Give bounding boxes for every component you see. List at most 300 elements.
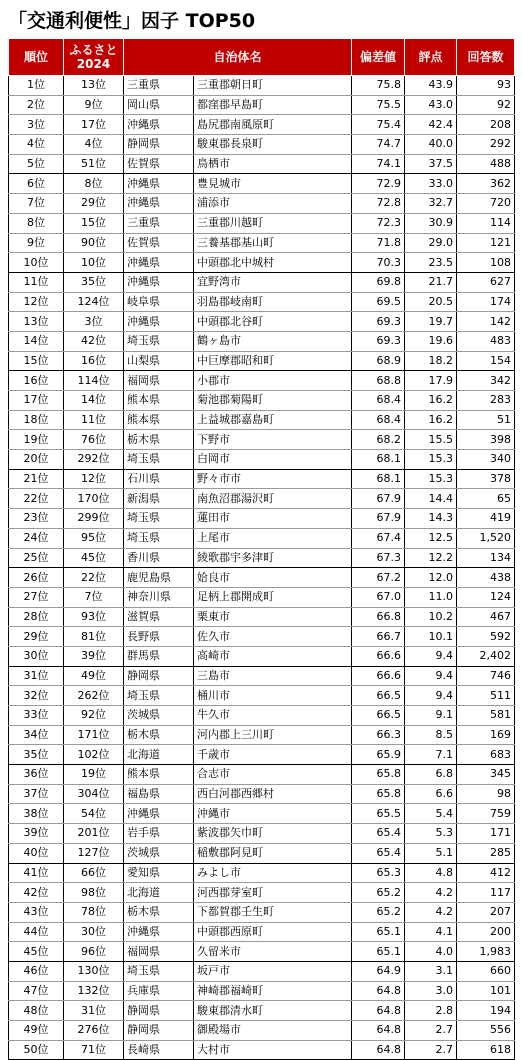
cell-furusato-rank: 114位 [64,371,124,391]
cell-respondents: 114 [457,213,515,233]
cell-furusato-rank: 12位 [64,469,124,489]
table-row [9,391,515,411]
cell-score: 5.3 [405,824,457,844]
cell-rank: 37位 [9,784,64,804]
cell-deviation: 67.2 [352,568,405,588]
cell-respondents: 171 [457,824,515,844]
cell-rank: 4位 [9,135,64,155]
cell-deviation: 66.8 [352,607,405,627]
cell-score: 20.5 [405,292,457,312]
cell-municipality: 紫波郡矢巾町 [194,824,352,844]
cell-respondents: 627 [457,272,515,292]
cell-municipality: 上尾市 [194,528,352,548]
cell-furusato-rank: 201位 [64,824,124,844]
cell-prefecture: 熊本県 [124,410,194,430]
cell-rank: 28位 [9,607,64,627]
cell-municipality: 駿東郡清水町 [194,1001,352,1021]
cell-rank: 39位 [9,824,64,844]
cell-score: 9.4 [405,666,457,686]
cell-score: 15.3 [405,450,457,470]
cell-prefecture: 静岡県 [124,666,194,686]
cell-rank: 47位 [9,981,64,1001]
cell-respondents: 511 [457,686,515,706]
cell-prefecture: 佐賀県 [124,154,194,174]
cell-respondents: 618 [457,1040,515,1060]
table-row [9,213,515,233]
table-row [9,922,515,942]
cell-score: 21.7 [405,272,457,292]
cell-score: 8.5 [405,725,457,745]
cell-prefecture: 栃木県 [124,430,194,450]
cell-municipality: 沖縄市 [194,804,352,824]
table-row [9,745,515,765]
cell-prefecture: 埼玉県 [124,528,194,548]
cell-furusato-rank: 29位 [64,194,124,214]
cell-furusato-rank: 4位 [64,135,124,155]
cell-prefecture: 北海道 [124,745,194,765]
cell-rank: 11位 [9,272,64,292]
table-row [9,587,515,607]
cell-deviation: 65.9 [352,745,405,765]
cell-respondents: 1,520 [457,528,515,548]
cell-furusato-rank: 96位 [64,942,124,962]
ranking-table [8,38,515,1060]
cell-furusato-rank: 170位 [64,489,124,509]
cell-score: 10.2 [405,607,457,627]
cell-score: 14.3 [405,509,457,529]
cell-deviation: 71.8 [352,233,405,253]
table-row [9,725,515,745]
cell-rank: 31位 [9,666,64,686]
cell-municipality: 牛久市 [194,706,352,726]
cell-furusato-rank: 262位 [64,686,124,706]
cell-deviation: 75.5 [352,95,405,115]
cell-prefecture: 福岡県 [124,942,194,962]
cell-deviation: 75.8 [352,76,405,96]
cell-rank: 44位 [9,922,64,942]
cell-furusato-rank: 66位 [64,863,124,883]
cell-score: 9.4 [405,646,457,666]
cell-prefecture: 沖縄県 [124,922,194,942]
cell-rank: 41位 [9,863,64,883]
cell-prefecture: 佐賀県 [124,233,194,253]
cell-municipality: 下野市 [194,430,352,450]
cell-rank: 18位 [9,410,64,430]
cell-respondents: 592 [457,627,515,647]
cell-furusato-rank: 42位 [64,331,124,351]
cell-prefecture: 群馬県 [124,646,194,666]
cell-municipality: 御殿場市 [194,1021,352,1041]
cell-furusato-rank: 45位 [64,548,124,568]
cell-respondents: 134 [457,548,515,568]
cell-furusato-rank: 276位 [64,1021,124,1041]
cell-rank: 40位 [9,843,64,863]
cell-municipality: 島尻郡南風原町 [194,115,352,135]
cell-rank: 8位 [9,213,64,233]
cell-score: 18.2 [405,351,457,371]
cell-furusato-rank: 16位 [64,351,124,371]
cell-municipality: 桶川市 [194,686,352,706]
cell-score: 4.1 [405,922,457,942]
cell-rank: 48位 [9,1001,64,1021]
table-row [9,509,515,529]
cell-score: 3.0 [405,981,457,1001]
cell-prefecture: 神奈川県 [124,587,194,607]
cell-municipality: 大村市 [194,1040,352,1060]
cell-municipality: 河内郡上三川町 [194,725,352,745]
cell-score: 2.7 [405,1040,457,1060]
cell-rank: 17位 [9,391,64,411]
cell-furusato-rank: 71位 [64,1040,124,1060]
cell-rank: 10位 [9,253,64,273]
cell-respondents: 200 [457,922,515,942]
cell-municipality: 鶴ヶ島市 [194,331,352,351]
table-row [9,981,515,1001]
cell-deviation: 67.9 [352,489,405,509]
cell-score: 30.9 [405,213,457,233]
cell-respondents: 51 [457,410,515,430]
cell-rank: 6位 [9,174,64,194]
cell-municipality: 宜野湾市 [194,272,352,292]
cell-municipality: 千歳市 [194,745,352,765]
cell-respondents: 169 [457,725,515,745]
cell-rank: 49位 [9,1021,64,1041]
cell-deviation: 66.3 [352,725,405,745]
header-score: 評点 [405,39,457,76]
table-row [9,607,515,627]
cell-municipality: 久留米市 [194,942,352,962]
table-row [9,135,515,155]
cell-rank: 23位 [9,509,64,529]
cell-respondents: 342 [457,371,515,391]
cell-furusato-rank: 81位 [64,627,124,647]
cell-respondents: 660 [457,961,515,981]
cell-prefecture: 岐阜県 [124,292,194,312]
cell-furusato-rank: 78位 [64,902,124,922]
cell-furusato-rank: 292位 [64,450,124,470]
cell-municipality: 豊見城市 [194,174,352,194]
cell-deviation: 66.5 [352,706,405,726]
cell-prefecture: 沖縄県 [124,804,194,824]
table-row [9,1021,515,1041]
cell-respondents: 746 [457,666,515,686]
cell-respondents: 154 [457,351,515,371]
cell-rank: 15位 [9,351,64,371]
cell-score: 4.0 [405,942,457,962]
cell-deviation: 65.5 [352,804,405,824]
cell-score: 19.6 [405,331,457,351]
cell-deviation: 72.8 [352,194,405,214]
cell-furusato-rank: 102位 [64,745,124,765]
cell-rank: 14位 [9,331,64,351]
cell-municipality: 羽島郡岐南町 [194,292,352,312]
cell-furusato-rank: 31位 [64,1001,124,1021]
cell-rank: 22位 [9,489,64,509]
cell-furusato-rank: 17位 [64,115,124,135]
cell-rank: 33位 [9,706,64,726]
cell-rank: 25位 [9,548,64,568]
cell-prefecture: 静岡県 [124,135,194,155]
cell-score: 23.5 [405,253,457,273]
cell-respondents: 98 [457,784,515,804]
cell-rank: 13位 [9,312,64,332]
cell-prefecture: 熊本県 [124,765,194,785]
cell-score: 16.2 [405,391,457,411]
table-row [9,784,515,804]
cell-deviation: 64.8 [352,981,405,1001]
cell-rank: 46位 [9,961,64,981]
cell-score: 32.7 [405,194,457,214]
cell-furusato-rank: 76位 [64,430,124,450]
header-row [9,39,515,76]
header-furusato-line2: 2024 [76,57,111,71]
cell-prefecture: 栃木県 [124,902,194,922]
cell-prefecture: 福岡県 [124,371,194,391]
cell-respondents: 362 [457,174,515,194]
cell-rank: 30位 [9,646,64,666]
cell-deviation: 67.4 [352,528,405,548]
cell-prefecture: 埼玉県 [124,686,194,706]
cell-deviation: 64.8 [352,1021,405,1041]
cell-prefecture: 岡山県 [124,95,194,115]
cell-prefecture: 静岡県 [124,1001,194,1021]
cell-deviation: 65.3 [352,863,405,883]
table-row [9,686,515,706]
cell-furusato-rank: 30位 [64,922,124,942]
cell-prefecture: 新潟県 [124,489,194,509]
cell-prefecture: 沖縄県 [124,115,194,135]
cell-furusato-rank: 3位 [64,312,124,332]
cell-deviation: 68.9 [352,351,405,371]
cell-rank: 12位 [9,292,64,312]
cell-rank: 32位 [9,686,64,706]
cell-furusato-rank: 19位 [64,765,124,785]
cell-score: 15.3 [405,469,457,489]
cell-prefecture: 岩手県 [124,824,194,844]
cell-respondents: 467 [457,607,515,627]
cell-score: 12.0 [405,568,457,588]
cell-furusato-rank: 9位 [64,95,124,115]
cell-respondents: 292 [457,135,515,155]
cell-respondents: 1,983 [457,942,515,962]
cell-municipality: 稲敷郡阿見町 [194,843,352,863]
cell-prefecture: 福島県 [124,784,194,804]
cell-deviation: 66.6 [352,646,405,666]
table-row [9,646,515,666]
cell-respondents: 285 [457,843,515,863]
page-title: 「交通利便性」因子 TOP50 [8,10,256,32]
cell-respondents: 2,402 [457,646,515,666]
cell-rank: 3位 [9,115,64,135]
cell-municipality: 浦添市 [194,194,352,214]
table-row [9,627,515,647]
cell-prefecture: 沖縄県 [124,174,194,194]
cell-deviation: 65.4 [352,843,405,863]
cell-furusato-rank: 95位 [64,528,124,548]
cell-score: 17.9 [405,371,457,391]
table-row [9,95,515,115]
table-row [9,115,515,135]
cell-score: 42.4 [405,115,457,135]
cell-furusato-rank: 11位 [64,410,124,430]
cell-deviation: 74.1 [352,154,405,174]
table-row [9,942,515,962]
cell-score: 15.5 [405,430,457,450]
header-municipality: 自治体名 [124,39,352,76]
cell-prefecture: 茨城県 [124,843,194,863]
cell-rank: 43位 [9,902,64,922]
cell-prefecture: 熊本県 [124,391,194,411]
cell-respondents: 483 [457,331,515,351]
header-furusato [64,39,124,76]
cell-deviation: 68.2 [352,430,405,450]
cell-prefecture: 滋賀県 [124,607,194,627]
cell-furusato-rank: 49位 [64,666,124,686]
cell-prefecture: 埼玉県 [124,961,194,981]
cell-respondents: 488 [457,154,515,174]
cell-score: 6.8 [405,765,457,785]
table-row [9,233,515,253]
cell-municipality: 蓮田市 [194,509,352,529]
cell-municipality: 河西郡芽室町 [194,883,352,903]
cell-rank: 38位 [9,804,64,824]
cell-deviation: 74.7 [352,135,405,155]
cell-prefecture: 三重県 [124,213,194,233]
cell-respondents: 683 [457,745,515,765]
table-row [9,528,515,548]
cell-prefecture: 鹿児島県 [124,568,194,588]
cell-respondents: 121 [457,233,515,253]
cell-deviation: 67.0 [352,587,405,607]
table-row [9,804,515,824]
cell-furusato-rank: 14位 [64,391,124,411]
cell-deviation: 68.8 [352,371,405,391]
cell-rank: 26位 [9,568,64,588]
cell-rank: 20位 [9,450,64,470]
cell-prefecture: 沖縄県 [124,253,194,273]
cell-prefecture: 北海道 [124,883,194,903]
cell-municipality: 三重郡川越町 [194,213,352,233]
cell-rank: 2位 [9,95,64,115]
table-row [9,902,515,922]
header-rank: 順位 [9,39,64,76]
table-row [9,666,515,686]
cell-score: 6.6 [405,784,457,804]
table-row [9,469,515,489]
table-row [9,450,515,470]
cell-deviation: 72.9 [352,174,405,194]
cell-score: 11.0 [405,587,457,607]
cell-respondents: 194 [457,1001,515,1021]
cell-deviation: 65.4 [352,824,405,844]
cell-prefecture: 石川県 [124,469,194,489]
cell-score: 4.8 [405,863,457,883]
cell-deviation: 65.8 [352,765,405,785]
cell-respondents: 419 [457,509,515,529]
cell-rank: 7位 [9,194,64,214]
cell-municipality: 菊池郡菊陽町 [194,391,352,411]
cell-respondents: 65 [457,489,515,509]
cell-score: 43.0 [405,95,457,115]
cell-score: 37.5 [405,154,457,174]
cell-deviation: 68.4 [352,410,405,430]
cell-respondents: 340 [457,450,515,470]
cell-score: 19.7 [405,312,457,332]
cell-deviation: 66.7 [352,627,405,647]
cell-score: 2.8 [405,1001,457,1021]
cell-respondents: 398 [457,430,515,450]
cell-rank: 24位 [9,528,64,548]
cell-respondents: 117 [457,883,515,903]
cell-furusato-rank: 304位 [64,784,124,804]
cell-rank: 21位 [9,469,64,489]
cell-deviation: 64.8 [352,1040,405,1060]
cell-municipality: 三養基郡基山町 [194,233,352,253]
cell-furusato-rank: 171位 [64,725,124,745]
cell-deviation: 64.8 [352,1001,405,1021]
cell-rank: 29位 [9,627,64,647]
cell-respondents: 174 [457,292,515,312]
header-deviation: 偏差値 [352,39,405,76]
cell-municipality: 中頭郡北中城村 [194,253,352,273]
cell-prefecture: 香川県 [124,548,194,568]
cell-municipality: 栗東市 [194,607,352,627]
cell-prefecture: 静岡県 [124,1021,194,1041]
cell-furusato-rank: 54位 [64,804,124,824]
cell-respondents: 759 [457,804,515,824]
cell-municipality: 白岡市 [194,450,352,470]
cell-prefecture: 沖縄県 [124,272,194,292]
cell-respondents: 345 [457,765,515,785]
cell-score: 9.4 [405,686,457,706]
cell-furusato-rank: 124位 [64,292,124,312]
cell-furusato-rank: 8位 [64,174,124,194]
table-row [9,1040,515,1060]
cell-furusato-rank: 22位 [64,568,124,588]
cell-furusato-rank: 299位 [64,509,124,529]
cell-municipality: 足柄上郡開成町 [194,587,352,607]
cell-rank: 9位 [9,233,64,253]
cell-rank: 19位 [9,430,64,450]
cell-municipality: 鳥栖市 [194,154,352,174]
cell-municipality: みよし市 [194,863,352,883]
table-row [9,548,515,568]
cell-respondents: 101 [457,981,515,1001]
cell-respondents: 283 [457,391,515,411]
table-row [9,863,515,883]
cell-prefecture: 茨城県 [124,706,194,726]
cell-deviation: 65.1 [352,922,405,942]
cell-municipality: 坂戸市 [194,961,352,981]
cell-furusato-rank: 7位 [64,587,124,607]
cell-respondents: 378 [457,469,515,489]
cell-rank: 27位 [9,587,64,607]
cell-score: 29.0 [405,233,457,253]
table-body [9,76,515,1060]
cell-deviation: 72.3 [352,213,405,233]
cell-deviation: 68.1 [352,469,405,489]
cell-municipality: 綾歌郡宇多津町 [194,548,352,568]
cell-deviation: 69.3 [352,331,405,351]
cell-municipality: 中巨摩郡昭和町 [194,351,352,371]
cell-rank: 34位 [9,725,64,745]
table-row [9,824,515,844]
table-row [9,1001,515,1021]
cell-rank: 1位 [9,76,64,96]
cell-municipality: 都窪郡早島町 [194,95,352,115]
cell-municipality: 佐久市 [194,627,352,647]
table-row [9,410,515,430]
